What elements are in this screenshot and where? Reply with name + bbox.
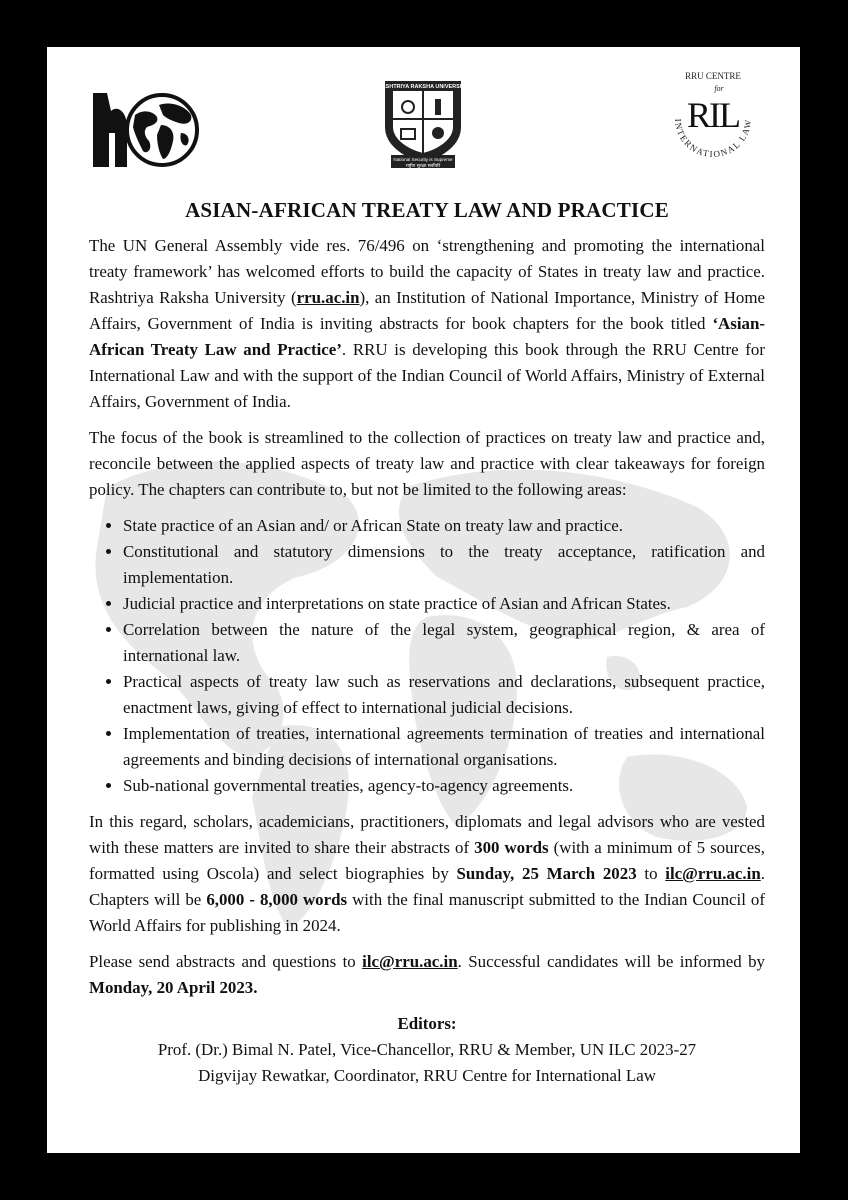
submission-paragraph: In this regard, scholars, academicians, practitioners, diplomats and legal advisors who are vested with these matters are invited to share their abstracts of 300 words (with a minimum of 5 sources, formatted using Oscola) and select biographies by Sunday, 25 March 2023 to ilc@rru.ac.in. Chapters will be 6,000 - 8,000 words with the final manuscript submitted to the Indian Council of World Affairs for publishing in 2024.	[89, 812, 765, 935]
aalco-logo	[87, 75, 202, 175]
rru-crest-logo	[377, 75, 469, 170]
intro-paragraph: The UN General Assembly vide res. 76/496 on ‘strengthening and promoting the international treaty framework’ has welcomed efforts to build the capacity of States in treaty law and practice. Rashtriya Raksha University (rru.ac.in), an Institution of National Importance, Ministry of Home Affairs, Government of India is inviting abstracts for book chapters for the book titled ‘Asian-African Treaty Law and Practice’. RRU is developing this book through the RRU Centre for International Law and with the support of the Indian Council of World Affairs, Ministry of External Affairs, Government of India.	[89, 236, 766, 411]
editors-heading: Editors:	[397, 1014, 457, 1033]
ril-letters: RIL	[687, 95, 739, 135]
focus-paragraph: The focus of the book is streamlined to the collection of practices on treaty law and practice and, reconcile between the applied aspects of treaty law and practice with clear takeaways for foreign policy. The chapters can contribute to, but not be limited to the following areas:	[89, 428, 765, 499]
list-item: • Implementation of treaties, international agreements termination of treaties and international agreements and binding decisions of international organisations.	[123, 721, 765, 773]
list-item: • State practice of an Asian and/ or African State on treaty law and practice.	[123, 513, 765, 539]
ril-centre-logo	[661, 69, 765, 177]
contact-paragraph: Please send abstracts and questions to ilc@rru.ac.in. Successful candidates will be informed by Monday, 20 April 2023.	[89, 952, 766, 997]
list-item: • Sub-national governmental treaties, agency-to-agency agreements.	[123, 773, 765, 799]
crest-motto-hi: राष्ट्रीय सुरक्षा सर्वोपरि	[405, 164, 441, 169]
poster-page	[47, 47, 800, 1153]
deadline-date: Sunday, 25 March 2023	[456, 864, 637, 883]
list-item: • Judicial practice and interpretations on state practice of Asian and African States.	[123, 591, 765, 617]
list-item: • Correlation between the nature of the legal system, geographical region, & area of international law.	[123, 617, 765, 669]
email-link-2[interactable]: ilc@rru.ac.in	[362, 952, 458, 971]
list-item: • Practical aspects of treaty law such as reservations and declarations, subsequent practice, enactment laws, giving of effect to international judicial decisions.	[123, 669, 765, 721]
document-body	[89, 195, 765, 1089]
rru-website-link[interactable]: rru.ac.in	[296, 288, 360, 307]
editor-line: Digvijay Rewatkar, Coordinator, RRU Centre for International Law	[198, 1066, 656, 1085]
crest-motto-en: National Security is Supreme	[393, 157, 453, 162]
ril-arc-text: INTERNATIONAL LAW	[672, 117, 754, 160]
areas-list	[89, 513, 765, 799]
editors-block	[89, 1011, 765, 1089]
ril-for-text: for	[714, 84, 724, 93]
editor-line: Prof. (Dr.) Bimal N. Patel, Vice-Chancellor, RRU & Member, UN ILC 2023-27	[157, 1040, 697, 1059]
book-title: ‘Asian-African Treaty Law and Practice’	[89, 314, 765, 359]
list-item: • Constitutional and statutory dimensions to the treaty acceptance, ratification and implementation.	[123, 539, 765, 591]
crest-arc-text: RASHTRIYA RAKSHA UNIVERSITY	[377, 84, 469, 90]
notification-date: Monday, 20 April 2023.	[89, 978, 258, 997]
page-title: ASIAN-AFRICAN TREATY LAW AND PRACTICE	[185, 198, 669, 222]
ril-top-text: RRU CENTRE	[685, 71, 741, 81]
email-link[interactable]: ilc@rru.ac.in	[665, 864, 761, 883]
